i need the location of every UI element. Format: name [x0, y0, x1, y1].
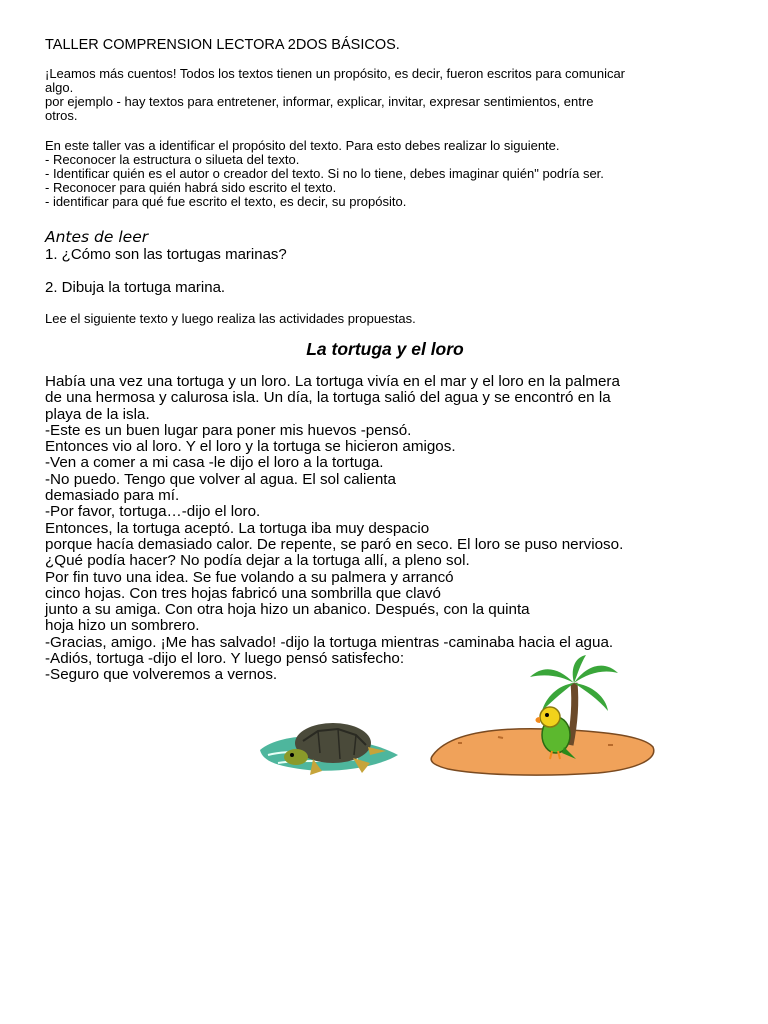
story-title: La tortuga y el loro	[306, 339, 464, 359]
story-line: Entonces, la tortuga aceptó. La tortuga iba muy despacio	[45, 519, 430, 537]
story-line: hoja hizo un sombrero.	[45, 617, 200, 635]
instruction-line: En este taller vas a identificar el propósito del texto. Para esto debes realizar lo siguiente.	[45, 138, 560, 153]
instruction-line: - Identificar quién es el autor o creador del texto. Si no lo tiene, debes imaginar quién" podría ser.	[45, 166, 604, 181]
instruction-line: - identificar para qué fue escrito el texto, es decir, su propósito.	[45, 194, 407, 209]
instructions-paragraph	[45, 139, 604, 209]
story-illustration	[258, 655, 658, 790]
worksheet-title: TALLER COMPRENSION LECTORA 2DOS BÁSICOS.	[45, 37, 400, 53]
story-line: junto a su amiga. Con otra hoja hizo un abanico. Después, con la quinta	[45, 601, 530, 619]
intro-line: por ejemplo - hay textos para entretener, informar, explicar, invitar, expresar sentimientos, entre	[45, 94, 594, 109]
story-line: -Este es un buen lugar para poner mis huevos -pensó.	[45, 421, 412, 439]
story-line: playa de la isla.	[45, 405, 150, 423]
story-line: demasiado para mí.	[45, 487, 180, 505]
before-reading-heading: Antes de leer	[45, 228, 149, 246]
story-line: -Gracias, amigo. ¡Me has salvado! -dijo la tortuga mientras -caminaba hacia el agua.	[45, 633, 614, 651]
story-line: Por fin tuvo una idea. Se fue volando a su palmera y arrancó	[45, 568, 454, 586]
story-line: -Adiós, tortuga -dijo el loro. Y luego pensó satisfecho:	[45, 650, 405, 668]
story-line: Entonces vio al loro. Y el loro y la tortuga se hicieron amigos.	[45, 438, 456, 456]
intro-paragraph	[45, 67, 625, 123]
story-line: porque hacía demasiado calor. De repente, se paró en seco. El loro se puso nervioso.	[45, 535, 624, 553]
intro-line: algo.	[45, 80, 74, 95]
story-line: Había una vez una tortuga y un loro. La tortuga vivía en el mar y el loro en la palmera	[45, 373, 620, 390]
intro-line: otros.	[45, 108, 78, 123]
story-line: -Ven a comer a mi casa -le dijo el loro a la tortuga.	[45, 454, 384, 472]
intro-line: ¡Leamos más cuentos! Todos los textos tienen un propósito, es decir, fueron escritos para comunicar	[45, 66, 626, 81]
story-line: ¿Qué podía hacer? No podía dejar a la tortuga allí, a pleno sol.	[45, 552, 470, 570]
story-line: -Por favor, tortuga…-dijo el loro.	[45, 503, 261, 521]
story-text	[45, 374, 623, 684]
instruction-line: - Reconocer la estructura o silueta del texto.	[45, 152, 300, 167]
story-line: cinco hojas. Con tres hojas fabricó una sombrilla que clavó	[45, 584, 441, 602]
instruction-line: - Reconocer para quién habrá sido escrito el texto.	[45, 180, 337, 195]
story-line: -Seguro que volveremos a vernos.	[45, 666, 278, 684]
question-1: 1. ¿Cómo son las tortugas marinas?	[45, 246, 287, 263]
question-2: 2. Dibuja la tortuga marina.	[45, 279, 226, 296]
story-line: -No puedo. Tengo que volver al agua. El sol calienta	[45, 470, 396, 488]
story-line: de una hermosa y calurosa isla. Un día, la tortuga salió del agua y se encontró en la	[45, 389, 611, 407]
read-instruction: Lee el siguiente texto y luego realiza las actividades propuestas.	[45, 311, 416, 326]
